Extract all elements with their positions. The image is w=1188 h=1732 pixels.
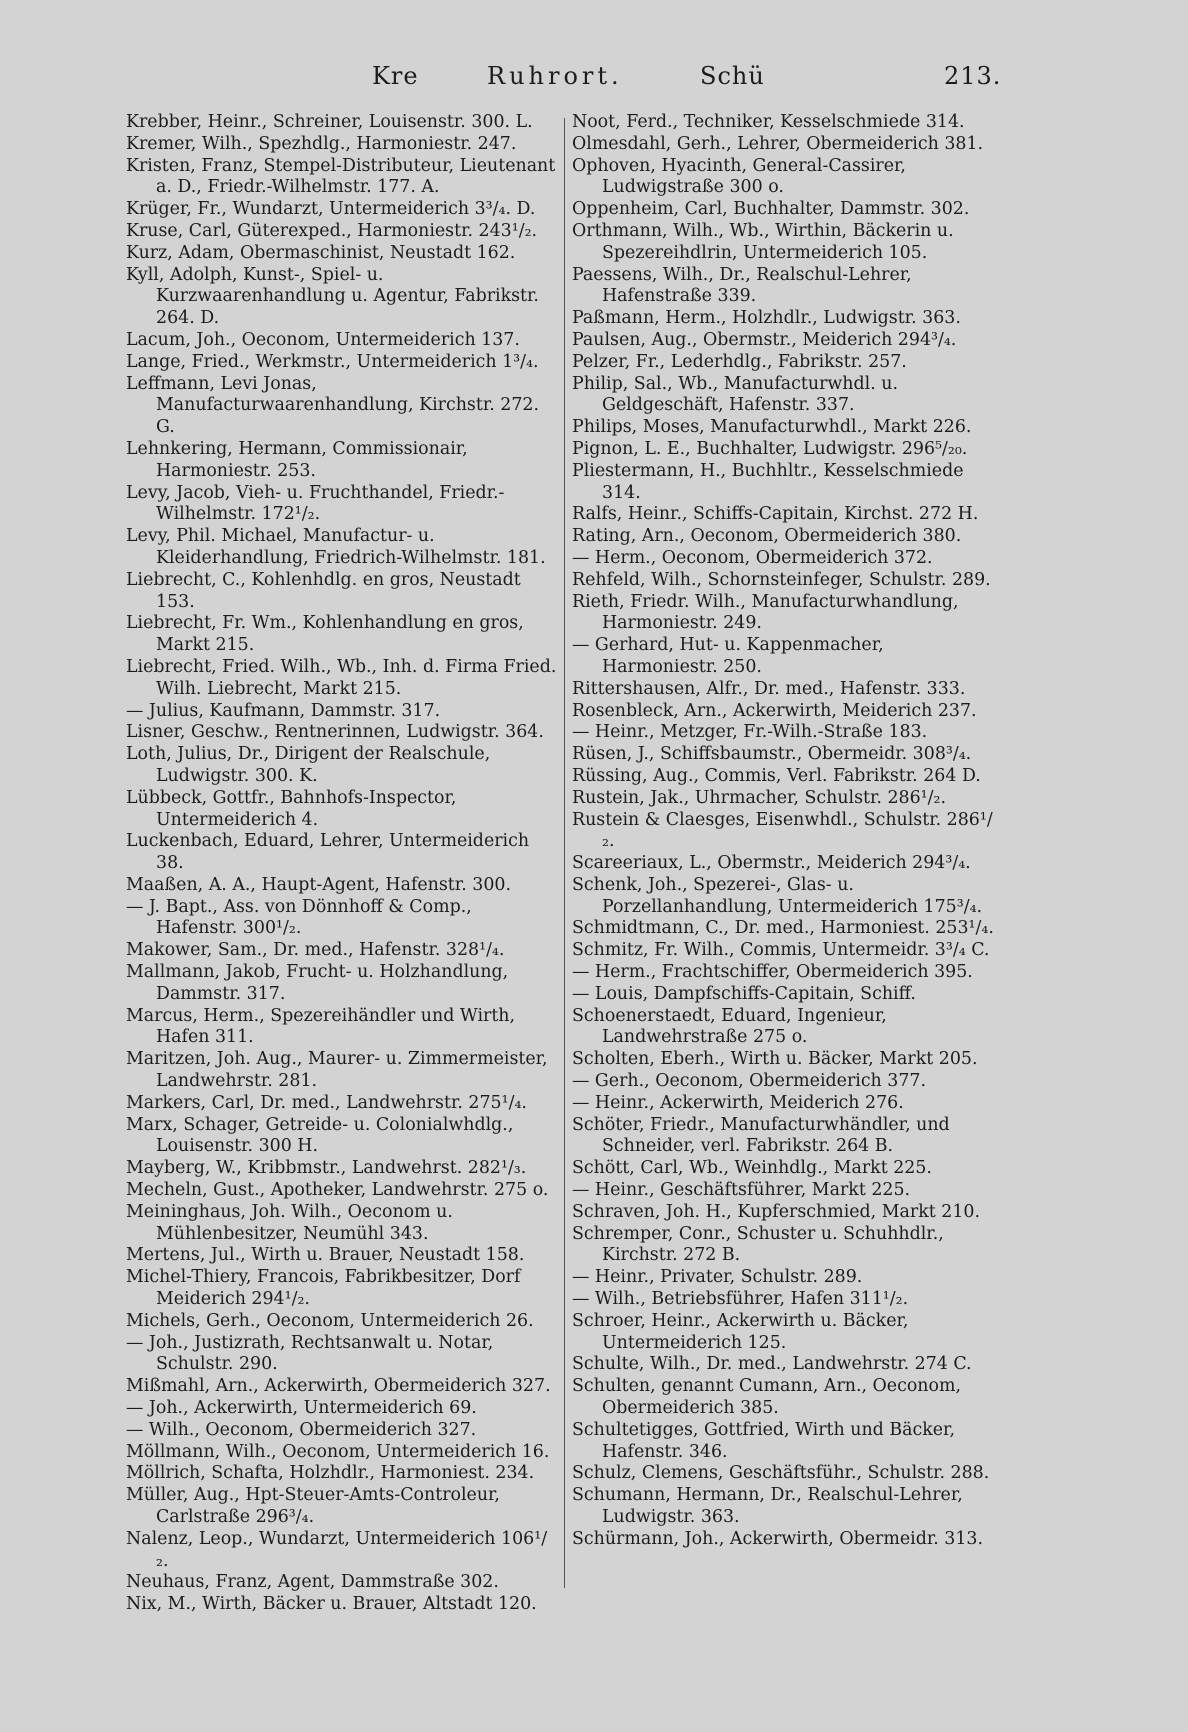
directory-entry: Kremer, Wilh., Spezhdlg., Harmoniestr. 247.	[126, 133, 517, 154]
directory-entry: Lacum, Joh., Oeconom, Untermeiderich 137.	[126, 329, 520, 350]
directory-entry: Oppenheim, Carl, Buchhalter, Dammstr. 302.	[572, 199, 970, 220]
directory-entry: Michel-Thiery, Francois, Fabrikbesitzer, Dorf Meiderich 294¹/₂.	[126, 1267, 521, 1310]
directory-entry: — Heinr., Geschäftsführer, Markt 225.	[572, 1180, 911, 1201]
directory-entry: Mertens, Jul., Wirth u. Brauer, Neustadt 158.	[126, 1245, 525, 1266]
directory-entry: Müller, Aug., Hpt-Steuer-Amts-Controleur, Carlstraße 296³/₄.	[126, 1485, 500, 1527]
directory-entry: Maritzen, Joh. Aug., Maurer- u. Zimmermeister, Landwehrstr. 281.	[126, 1049, 548, 1092]
directory-entry: Olmesdahl, Gerh., Lehrer, Obermeiderich 381.	[572, 133, 984, 154]
directory-entry: Schulte, Wilh., Dr. med., Landwehrstr. 274 C.	[572, 1354, 972, 1375]
directory-entry: Mayberg, W., Kribbmstr., Landwehrst. 282¹/₃.	[126, 1158, 527, 1179]
directory-entry: Noot, Ferd., Techniker, Kesselschmiede 314.	[572, 112, 965, 132]
directory-entry: Neuhaus, Franz, Agent, Dammstraße 302.	[126, 1572, 499, 1593]
directory-entry: Liebrecht, C., Kohlenhdlg. en gros, Neustadt 153.	[126, 569, 521, 612]
directory-entry: Möllrich, Schafta, Holzhdlr., Harmoniest. 234.	[126, 1463, 535, 1484]
directory-entry: Maaßen, A. A., Haupt-Agent, Hafenstr. 300.	[126, 874, 511, 895]
directory-entry: Paßmann, Herm., Holzhdlr., Ludwigstr. 363.	[572, 308, 961, 329]
directory-entry: Mecheln, Gust., Apotheker, Landwehrstr. 275 o.	[126, 1180, 549, 1201]
directory-entry: Mißmahl, Arn., Ackerwirth, Obermeiderich 327.	[126, 1376, 551, 1397]
directory-entry: Ophoven, Hyacinth, General-Cassirer, Ludwigstraße 300 o.	[572, 155, 906, 198]
directory-entry: Rustein & Claesges, Eisenwhdl., Schulstr. 286¹/₂.	[572, 809, 993, 852]
directory-entry: Schultetigges, Gottfried, Wirth und Bäcker, Hafenstr. 346.	[572, 1419, 955, 1462]
directory-entry: Schroer, Heinr., Ackerwirth u. Bäcker, Untermeiderich 125.	[572, 1310, 909, 1353]
directory-entry: Nix, M., Wirth, Bäcker u. Brauer, Altstadt 120.	[126, 1594, 537, 1615]
page-number: 213.	[944, 62, 1002, 90]
directory-entry: Levy, Phil. Michael, Manufactur- u. Kleiderhandlung, Friedrich-Wilhelmstr. 181.	[126, 526, 546, 568]
header-left-catchword: Kre	[372, 62, 419, 90]
directory-entry: — Julius, Kaufmann, Dammstr. 317.	[126, 700, 441, 721]
directory-entry: Pliestermann, H., Buchhltr., Kesselschmiede 314.	[572, 460, 964, 503]
directory-entry: Kristen, Franz, Stempel-Distributeur, Lieutenant a. D., Friedr.-Wilhelmstr. 177. A.	[126, 155, 556, 198]
directory-entry: Pignon, L. E., Buchhalter, Ludwigstr. 296⁵/₂₀.	[572, 438, 968, 459]
directory-entry: — Gerh., Oeconom, Obermeiderich 377.	[572, 1071, 927, 1092]
directory-entry: Rieth, Friedr. Wilh., Manufacturwhandlung, Harmoniestr. 249.	[572, 591, 959, 634]
directory-entry: Krüger, Fr., Wundarzt, Untermeiderich 3³/₄. D.	[126, 199, 536, 220]
directory-entry: — Louis, Dampfschiffs-Capitain, Schiff.	[572, 983, 916, 1004]
directory-entry: Rüsen, J., Schiffsbaumstr., Obermeidr. 308³/₄.	[572, 744, 972, 765]
directory-entry: — Joh., Justizrath, Rechtsanwalt u. Notar, Schulstr. 290.	[126, 1332, 494, 1375]
directory-entry: — Joh., Ackerwirth, Untermeiderich 69.	[126, 1398, 477, 1419]
directory-entry: — Heinr., Metzger, Fr.-Wilh.-Straße 183.	[572, 722, 928, 743]
directory-entry: Lübbeck, Gottfr., Bahnhofs-Inspector, Untermeiderich 4.	[126, 787, 457, 830]
directory-entry: Lange, Fried., Werkmstr., Untermeiderich 1³/₄.	[126, 351, 539, 372]
directory-entry: — Wilh., Betriebsführer, Hafen 311¹/₂.	[572, 1289, 909, 1310]
directory-entry: Levy, Jacob, Vieh- u. Fruchthandel, Friedr.-Wilhelmstr. 172¹/₂.	[126, 482, 505, 525]
directory-entry: — Gerhard, Hut- u. Kappenmacher, Harmoniestr. 250.	[572, 635, 884, 677]
directory-entry: Paulsen, Aug., Obermstr., Meiderich 294³/₄.	[572, 329, 957, 350]
directory-entry: Liebrecht, Fried. Wilh., Wb., Inh. d. Firma Fried. Wilh. Liebrecht, Markt 215.	[126, 656, 557, 699]
directory-entry: Rehfeld, Wilh., Schornsteinfeger, Schulstr. 289.	[572, 569, 991, 590]
directory-entry: Loth, Julius, Dr., Dirigent der Realschule, Ludwigstr. 300. K.	[126, 744, 491, 786]
directory-entry: Schraven, Joh. H., Kupferschmied, Markt 210.	[572, 1201, 981, 1222]
directory-entry: Leffmann, Levi Jonas, Manufacturwaarenhandlung, Kirchstr. 272. G.	[126, 373, 540, 438]
directory-entry: Mallmann, Jakob, Frucht- u. Holzhandlung, Dammstr. 317.	[126, 962, 509, 1004]
directory-entry: Schoenerstaedt, Eduard, Ingenieur, Landwehrstraße 275 o.	[572, 1005, 887, 1048]
directory-entry: Marx, Schager, Getreide- u. Colonialwhdlg., Louisenstr. 300 H.	[126, 1114, 514, 1157]
directory-entry: Philip, Sal., Wb., Manufacturwhdl. u. Geldgeschäft, Hafenstr. 337.	[572, 373, 898, 416]
directory-entry: Liebrecht, Fr. Wm., Kohlenhandlung en gros, Markt 215.	[126, 613, 524, 656]
directory-entry: Rittershausen, Alfr., Dr. med., Hafenstr. 333.	[572, 678, 966, 699]
directory-entry: — Heinr., Privater, Schulstr. 289.	[572, 1267, 863, 1288]
directory-entry: Rüssing, Aug., Commis, Verl. Fabrikstr. 264 D.	[572, 765, 981, 786]
directory-entry: Schumann, Hermann, Dr., Realschul-Lehrer, Ludwigstr. 363.	[572, 1485, 963, 1527]
directory-entry: Kyll, Adolph, Kunst-, Spiel- u. Kurzwaarenhandlung u. Agentur, Fabrikstr. 264. D.	[126, 264, 539, 329]
directory-entry: Möllmann, Wilh., Oeconom, Untermeiderich 16.	[126, 1441, 550, 1462]
directory-entry: Kruse, Carl, Güterexped., Harmoniestr. 243¹/₂.	[126, 220, 538, 241]
directory-entry: Markers, Carl, Dr. med., Landwehrstr. 275¹/₄.	[126, 1092, 527, 1113]
directory-entry: Rosenbleck, Arn., Ackerwirth, Meiderich 237.	[572, 700, 977, 721]
directory-entry: Lisner, Geschw., Rentnerinnen, Ludwigstr. 364.	[126, 722, 544, 743]
directory-entry: Schürmann, Joh., Ackerwirth, Obermeidr. 313.	[572, 1528, 984, 1549]
directory-entry: — J. Bapt., Ass. von Dönnhoff & Comp., Hafenstr. 300¹/₂.	[126, 896, 472, 939]
directory-entry: Schmitz, Fr. Wilh., Commis, Untermeidr. 3³/₄ C.	[572, 940, 990, 961]
column-divider	[564, 118, 565, 1588]
directory-entry: Schöter, Friedr., Manufacturwhändler, und Schneider, verl. Fabrikstr. 264 B.	[572, 1114, 950, 1157]
directory-entry: Makower, Sam., Dr. med., Hafenstr. 328¹/₄.	[126, 940, 505, 961]
directory-entry: Orthmann, Wilh., Wb., Wirthin, Bäckerin u. Spezereihdlrin, Untermeiderich 105.	[572, 220, 954, 263]
directory-entry: Schött, Carl, Wb., Weinhdlg., Markt 225.	[572, 1158, 932, 1179]
directory-entry: Schulten, genannt Cumann, Arn., Oeconom, Obermeiderich 385.	[572, 1376, 961, 1419]
directory-entry: Schmidtmann, C., Dr. med., Harmoniest. 253¹/₄.	[572, 918, 994, 939]
directory-entry: Nalenz, Leop., Wundarzt, Untermeiderich 106¹/₂.	[126, 1528, 548, 1571]
directory-entry: Marcus, Herm., Spezereihändler und Wirth, Hafen 311.	[126, 1005, 516, 1048]
directory-entry: Luckenbach, Eduard, Lehrer, Untermeiderich 38.	[126, 831, 530, 874]
directory-entry: Lehnkering, Hermann, Commissionair, Harmoniestr. 253.	[126, 438, 468, 481]
directory-entry: — Wilh., Oeconom, Obermeiderich 327.	[126, 1419, 477, 1440]
left-column	[126, 112, 558, 1616]
directory-entry: Schremper, Conr., Schuster u. Schuhhdlr., Kirchstr. 272 B.	[572, 1223, 944, 1266]
directory-entry: Michels, Gerh., Oeconom, Untermeiderich 26.	[126, 1310, 534, 1331]
header-town-title: Ruhrort.	[487, 62, 623, 90]
directory-entry: Krebber, Heinr., Schreiner, Louisenstr. 300. L.	[126, 112, 533, 132]
directory-entry: — Herm., Frachtschiffer, Obermeiderich 395.	[572, 962, 973, 983]
directory-entry: Meininghaus, Joh. Wilh., Oeconom u. Mühlenbesitzer, Neumühl 343.	[126, 1201, 453, 1244]
header-right-catchword: Schü	[700, 62, 765, 90]
directory-entry: Schulz, Clemens, Geschäftsführ., Schulstr. 288.	[572, 1463, 990, 1484]
directory-entry: Rustein, Jak., Uhrmacher, Schulstr. 286¹/₂.	[572, 787, 947, 808]
directory-entry: Kurz, Adam, Obermaschinist, Neustadt 162.	[126, 242, 516, 263]
directory-entry: Scholten, Eberh., Wirth u. Bäcker, Markt 205.	[572, 1049, 978, 1070]
directory-entry: Schenk, Joh., Spezerei-, Glas- u. Porzellanhandlung, Untermeiderich 175³/₄.	[572, 874, 983, 917]
directory-entry: — Heinr., Ackerwirth, Meiderich 276.	[572, 1092, 904, 1113]
directory-entry: Pelzer, Fr., Lederhdlg., Fabrikstr. 257.	[572, 351, 907, 372]
directory-entry: — Herm., Oeconom, Obermeiderich 372.	[572, 547, 933, 568]
running-header	[0, 62, 1188, 102]
directory-entry: Scareeriaux, L., Obermstr., Meiderich 294³/₄.	[572, 853, 971, 874]
directory-entry: Philips, Moses, Manufacturwhdl., Markt 226.	[572, 417, 972, 438]
directory-entry: Rating, Arn., Oeconom, Obermeiderich 380.	[572, 526, 962, 547]
right-column	[572, 112, 1004, 1551]
directory-entry: Ralfs, Heinr., Schiffs-Capitain, Kirchst. 272 H.	[572, 504, 979, 525]
directory-entry: Paessens, Wilh., Dr., Realschul-Lehrer, Hafenstraße 339.	[572, 264, 912, 307]
